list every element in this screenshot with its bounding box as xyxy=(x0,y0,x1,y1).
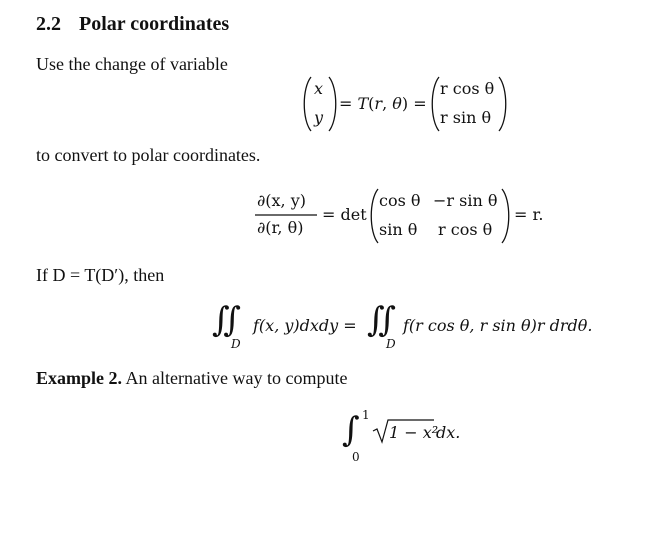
result-r-cos: r cos θ xyxy=(440,79,495,98)
double-integral-symbol-right: ∬ xyxy=(367,300,396,340)
matrix-m11: cos θ xyxy=(379,191,421,210)
det-operator: = det xyxy=(322,205,367,224)
integral-lower-limit: 0 xyxy=(352,450,360,464)
integrand-left: f(x, y)dxdy = xyxy=(253,316,357,335)
if-then-text: If D = T(D′), then xyxy=(36,265,165,285)
integrand-right: f(r cos θ, r sin θ)r drdθ. xyxy=(403,316,593,335)
matrix-m12: −r sin θ xyxy=(433,191,498,210)
jacobian-denominator: ∂(r, θ) xyxy=(257,218,304,237)
section-heading xyxy=(36,13,229,36)
double-integral-symbol-left: ∬ xyxy=(212,300,241,340)
matrix-m21: sin θ xyxy=(379,220,418,239)
intro-text: Use the change of variable xyxy=(36,54,228,74)
jacobian-result: = r. xyxy=(514,205,544,224)
radicand: 1 − x² xyxy=(389,423,439,442)
jacobian-numerator: ∂(x, y) xyxy=(257,191,306,210)
vector-y: y xyxy=(314,108,324,127)
integral-domain-left: D xyxy=(231,337,241,351)
integral-domain-right: D xyxy=(386,337,396,351)
integral-tail: dx. xyxy=(436,423,461,442)
example-label: Example 2. xyxy=(36,368,123,388)
section-number: 2.2 xyxy=(36,13,61,35)
result-r-sin: r sin θ xyxy=(440,108,492,127)
transform-expression: = T(r, θ) = xyxy=(339,94,427,113)
example-line xyxy=(36,368,347,389)
matrix-m22: r cos θ xyxy=(438,220,493,239)
section-title: Polar coordinates xyxy=(79,13,230,35)
vector-x: x xyxy=(314,79,324,98)
integral-symbol: ∫ xyxy=(342,410,360,450)
convert-text: to convert to polar coordinates. xyxy=(36,145,261,165)
fraction-bar xyxy=(255,214,319,216)
integral-upper-limit: 1 xyxy=(362,408,370,422)
example-text: An alternative way to compute xyxy=(125,368,348,388)
